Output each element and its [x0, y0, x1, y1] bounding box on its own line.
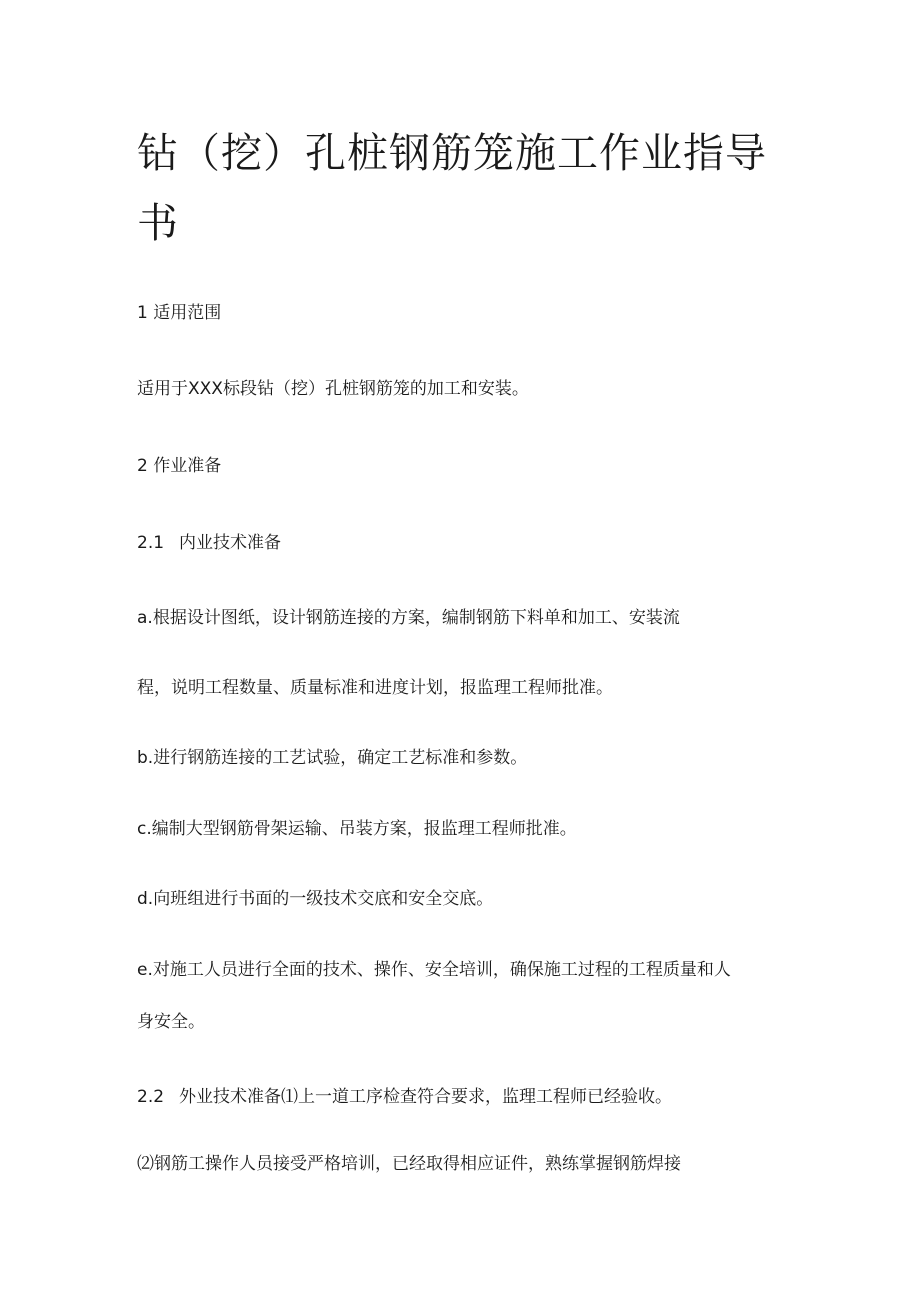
item-2-line: ⑵钢筋工操作人员接受严格培训，已经取得相应证件，熟练掌握钢筋焊接	[137, 1154, 681, 1174]
section-2-2-text: 外业技术准备⑴上一道工序检查符合要求，监理工程师已经验收。	[179, 1087, 672, 1107]
item-a-line-1: a.根据设计图纸，设计钢筋连接的方案，编制钢筋下料单和加工、安装流	[137, 608, 680, 628]
document-title: 钻（挖）孔桩钢筋笼施工作业指导书	[137, 129, 767, 247]
section-1-heading: 1 适用范围	[137, 303, 222, 323]
item-e-line-2: 身安全。	[137, 1012, 205, 1032]
item-a-line-2: 程，说明工程数量、质量标准和进度计划，报监理工程师批准。	[137, 678, 613, 698]
item-e-line-1: e.对施工人员进行全面的技术、操作、安全培训，确保施工过程的工程质量和人	[137, 960, 731, 980]
section-2-2-line	[137, 1085, 672, 1109]
section-2-1-number: 2.1	[137, 533, 165, 553]
section-2-2-number: 2.2	[137, 1087, 165, 1107]
item-b: b.进行钢筋连接的工艺试验，确定工艺标准和参数。	[137, 748, 528, 768]
item-c: c.编制大型钢筋骨架运输、吊装方案，报监理工程师批准。	[137, 819, 577, 839]
section-2-1-title: 内业技术准备	[179, 533, 281, 553]
section-2-1-heading	[137, 531, 281, 555]
section-1-body: 适用于XXX标段钻（挖）孔桩钢筋笼的加工和安装。	[137, 379, 529, 399]
section-2-heading: 2 作业准备	[137, 456, 222, 476]
item-d: d.向班组进行书面的一级技术交底和安全交底。	[137, 889, 494, 909]
